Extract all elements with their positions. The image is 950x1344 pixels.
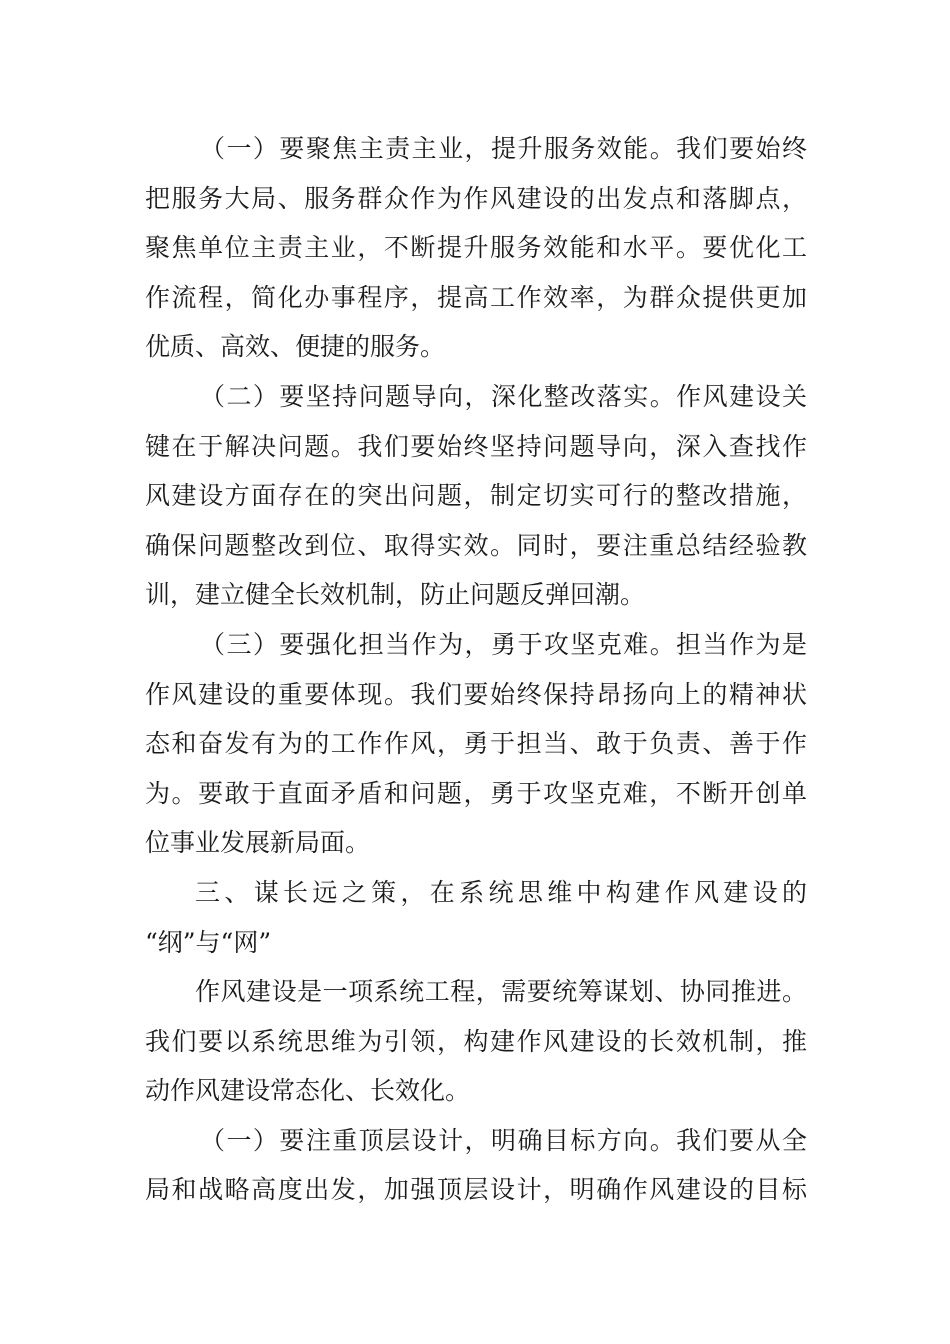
paragraph-line: 作风建设是一项系统工程，需要统筹谋划、协同推进。 bbox=[195, 977, 807, 1007]
paragraph-line: 作流程，简化办事程序，提高工作效率，为群众提供更加 bbox=[145, 282, 807, 312]
paragraph-line: 训，建立健全长效机制，防止问题反弹回潮。 bbox=[145, 580, 646, 610]
paragraph-line: 确保问题整改到位、取得实效。同时，要注重总结经验教 bbox=[145, 530, 807, 560]
paragraph-line: 优质、高效、便捷的服务。 bbox=[145, 332, 446, 362]
paragraph-line: （三）要强化担当作为，勇于攻坚克难。担当作为是 bbox=[200, 629, 807, 659]
paragraph-line: 风建设方面存在的突出问题，制定切实可行的整改措施， bbox=[145, 481, 807, 511]
paragraph-line: 聚焦单位主责主业，不断提升服务效能和水平。要优化工 bbox=[145, 233, 807, 263]
paragraph-line: （一）要注重顶层设计，明确目标方向。我们要从全 bbox=[200, 1125, 807, 1155]
paragraph-line: 我们要以系统思维为引领，构建作风建设的长效机制，推 bbox=[145, 1026, 807, 1056]
paragraph-line: 态和奋发有为的工作作风，勇于担当、敢于负责、善于作 bbox=[145, 729, 807, 759]
paragraph-line: 键在于解决问题。我们要始终坚持问题导向，深入查找作 bbox=[145, 431, 807, 461]
paragraph-line: 把服务大局、服务群众作为作风建设的出发点和落脚点， bbox=[145, 183, 807, 213]
paragraph-line: 为。要敢于直面矛盾和问题，勇于攻坚克难，不断开创单 bbox=[145, 778, 807, 808]
paragraph-line: 局和战略高度出发，加强顶层设计，明确作风建设的目标 bbox=[145, 1175, 807, 1205]
paragraph-line: （二）要坚持问题导向，深化整改落实。作风建设关 bbox=[200, 381, 807, 411]
paragraph-line: （一）要聚焦主责主业，提升服务效能。我们要始终 bbox=[200, 134, 807, 163]
paragraph-line: 动作风建设常态化、长效化。 bbox=[145, 1076, 471, 1106]
paragraph-line: 位事业发展新局面。 bbox=[145, 828, 371, 858]
section-heading-line: “纲”与“网” bbox=[145, 927, 272, 957]
paragraph-line: 作风建设的重要体现。我们要始终保持昂扬向上的精神状 bbox=[145, 679, 807, 709]
section-heading-line: 三、谋长远之策，在系统思维中构建作风建设的 bbox=[195, 877, 807, 907]
document-body bbox=[145, 124, 807, 1215]
